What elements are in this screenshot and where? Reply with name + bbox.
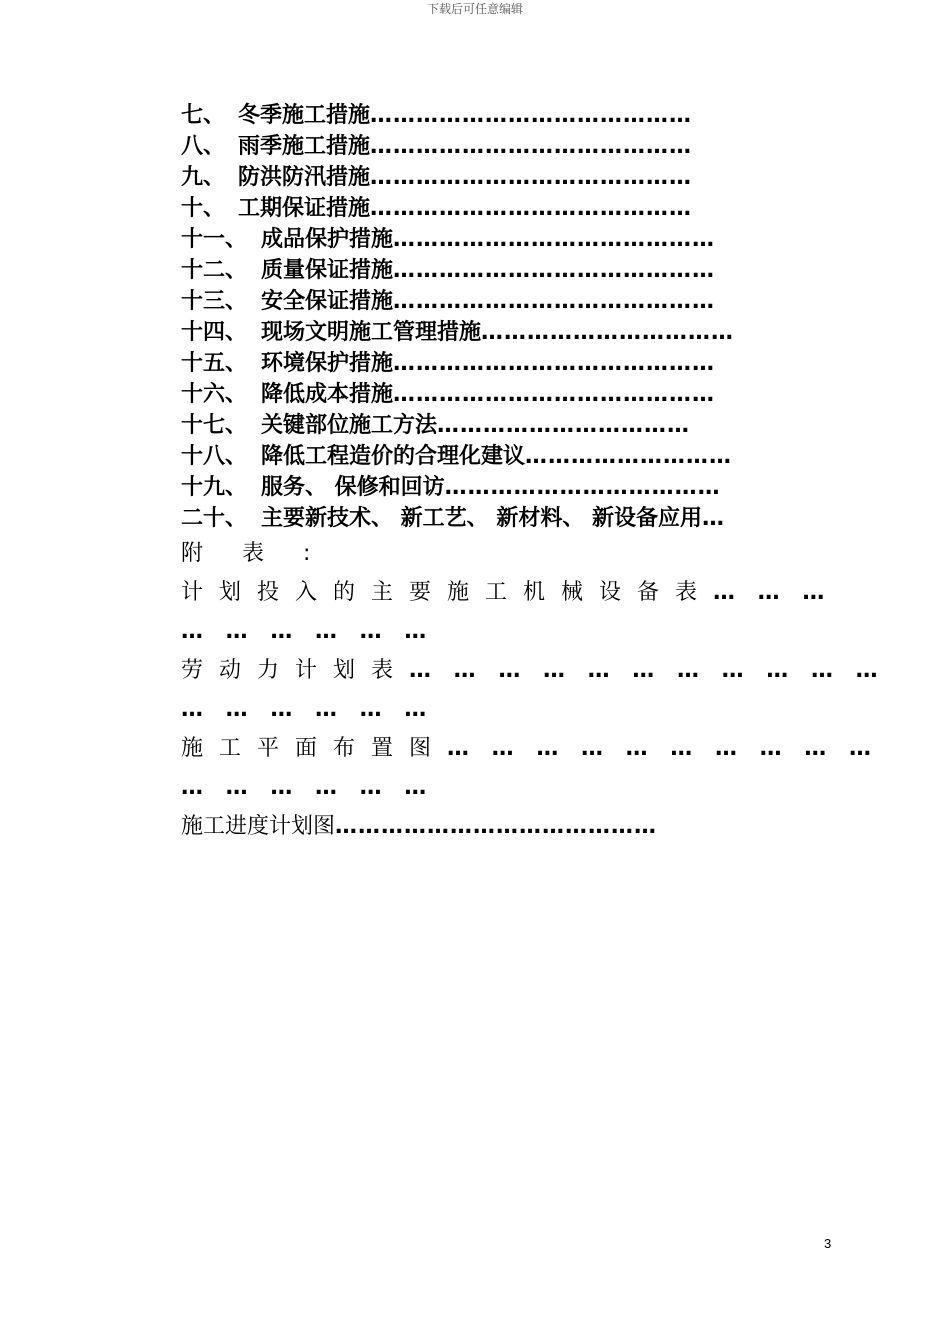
- toc-title: 现场文明施工管理措施: [261, 320, 482, 345]
- toc-number: 七、: [181, 103, 226, 128]
- toc-number: 十二、: [181, 258, 248, 283]
- toc-title: 防洪防汛措施: [238, 165, 371, 190]
- toc-leader: ……………………………………: [393, 351, 716, 376]
- appendix-item: [181, 651, 878, 690]
- appendix-leader: … … … … … … … … … … …: [409, 658, 878, 683]
- toc-leader: ……………………………: [437, 413, 691, 438]
- toc-leader: ………………………………: [444, 475, 721, 500]
- toc-row: [181, 503, 821, 534]
- appendix-item-continued: [181, 612, 821, 651]
- toc-number: 十五、: [181, 351, 248, 376]
- toc-number: 二十、: [181, 506, 248, 531]
- toc-number: 十四、: [181, 320, 248, 345]
- toc-title: 环境保护措施: [261, 351, 394, 376]
- appendix-leader: … … … … … …: [181, 619, 427, 644]
- table-of-contents: [181, 100, 878, 846]
- toc-title: 关键部位施工方法: [261, 413, 438, 438]
- toc-title: 工期保证措施: [238, 196, 371, 221]
- appendix-item: [181, 573, 825, 612]
- toc-number: 十、: [181, 196, 226, 221]
- toc-title: 降低成本措施: [261, 382, 394, 407]
- appendix-item-last: [181, 807, 821, 846]
- appendix-title: 计划投入的主要施工机械设备表: [181, 580, 714, 605]
- toc-leader: ……………………………………: [393, 289, 716, 314]
- toc-row: [181, 131, 821, 162]
- toc-row: [181, 100, 821, 131]
- toc-row: [181, 441, 821, 472]
- toc-number: 八、: [181, 134, 226, 159]
- appendix-leader: … … … … … …: [181, 697, 427, 722]
- appendix-leader: ……………………………………: [335, 814, 658, 839]
- toc-number: 十六、: [181, 382, 248, 407]
- appendix-leader: … … … … … …: [181, 775, 427, 800]
- appendix-item-continued: [181, 768, 821, 807]
- toc-title: 安全保证措施: [261, 289, 394, 314]
- toc-leader: ……………………………………: [393, 382, 716, 407]
- toc-leader: ………………………: [525, 444, 733, 469]
- toc-title: 服务、 保修和回访: [261, 475, 445, 500]
- toc-leader: ……………………………………: [370, 196, 693, 221]
- toc-number: 十三、: [181, 289, 248, 314]
- toc-row: [181, 348, 821, 379]
- header-note: 下载后可任意编辑: [426, 2, 523, 16]
- toc-number: 十九、: [181, 475, 248, 500]
- toc-leader: ……………………………………: [370, 165, 693, 190]
- toc-number: 九、: [181, 165, 226, 190]
- toc-leader: ……………………………………: [370, 103, 693, 128]
- toc-row: [181, 286, 821, 317]
- appendix-item-continued: [181, 690, 821, 729]
- toc-title: 质量保证措施: [261, 258, 394, 283]
- toc-row: [181, 193, 821, 224]
- page-number: 3: [824, 1236, 832, 1251]
- toc-leader: ……………………………………: [393, 258, 716, 283]
- toc-row: [181, 410, 821, 441]
- appendix-item: [181, 729, 871, 768]
- toc-leader: ……………………………………: [393, 227, 716, 252]
- toc-title: 雨季施工措施: [238, 134, 371, 159]
- toc-title: 主要新技术、 新工艺、 新材料、 新设备应用: [261, 506, 702, 531]
- toc-row: [181, 224, 821, 255]
- toc-title: 降低工程造价的合理化建议: [261, 444, 526, 469]
- toc-title: 成品保护措施: [261, 227, 394, 252]
- toc-leader: ……………………………: [481, 320, 735, 345]
- toc-number: 十一、: [181, 227, 248, 252]
- toc-leader: ……………………………………: [370, 134, 693, 159]
- appendix-title: 劳动力计划表: [181, 658, 410, 683]
- appendix-leader: … … … … … … … … … …: [447, 736, 871, 761]
- appendix-leader: … … …: [713, 580, 825, 605]
- toc-row: [181, 162, 821, 193]
- toc-number: 十七、: [181, 413, 248, 438]
- toc-number: 十八、: [181, 444, 248, 469]
- appendix-label: 附 表 :: [181, 541, 327, 566]
- appendix-title: 施工进度计划图: [181, 814, 336, 839]
- appendix-title: 施工平面布置图: [181, 736, 448, 761]
- toc-leader: …: [701, 506, 725, 531]
- toc-row: [181, 317, 821, 348]
- toc-row: [181, 255, 821, 286]
- toc-title: 冬季施工措施: [238, 103, 371, 128]
- toc-row: [181, 472, 821, 503]
- toc-row: [181, 379, 821, 410]
